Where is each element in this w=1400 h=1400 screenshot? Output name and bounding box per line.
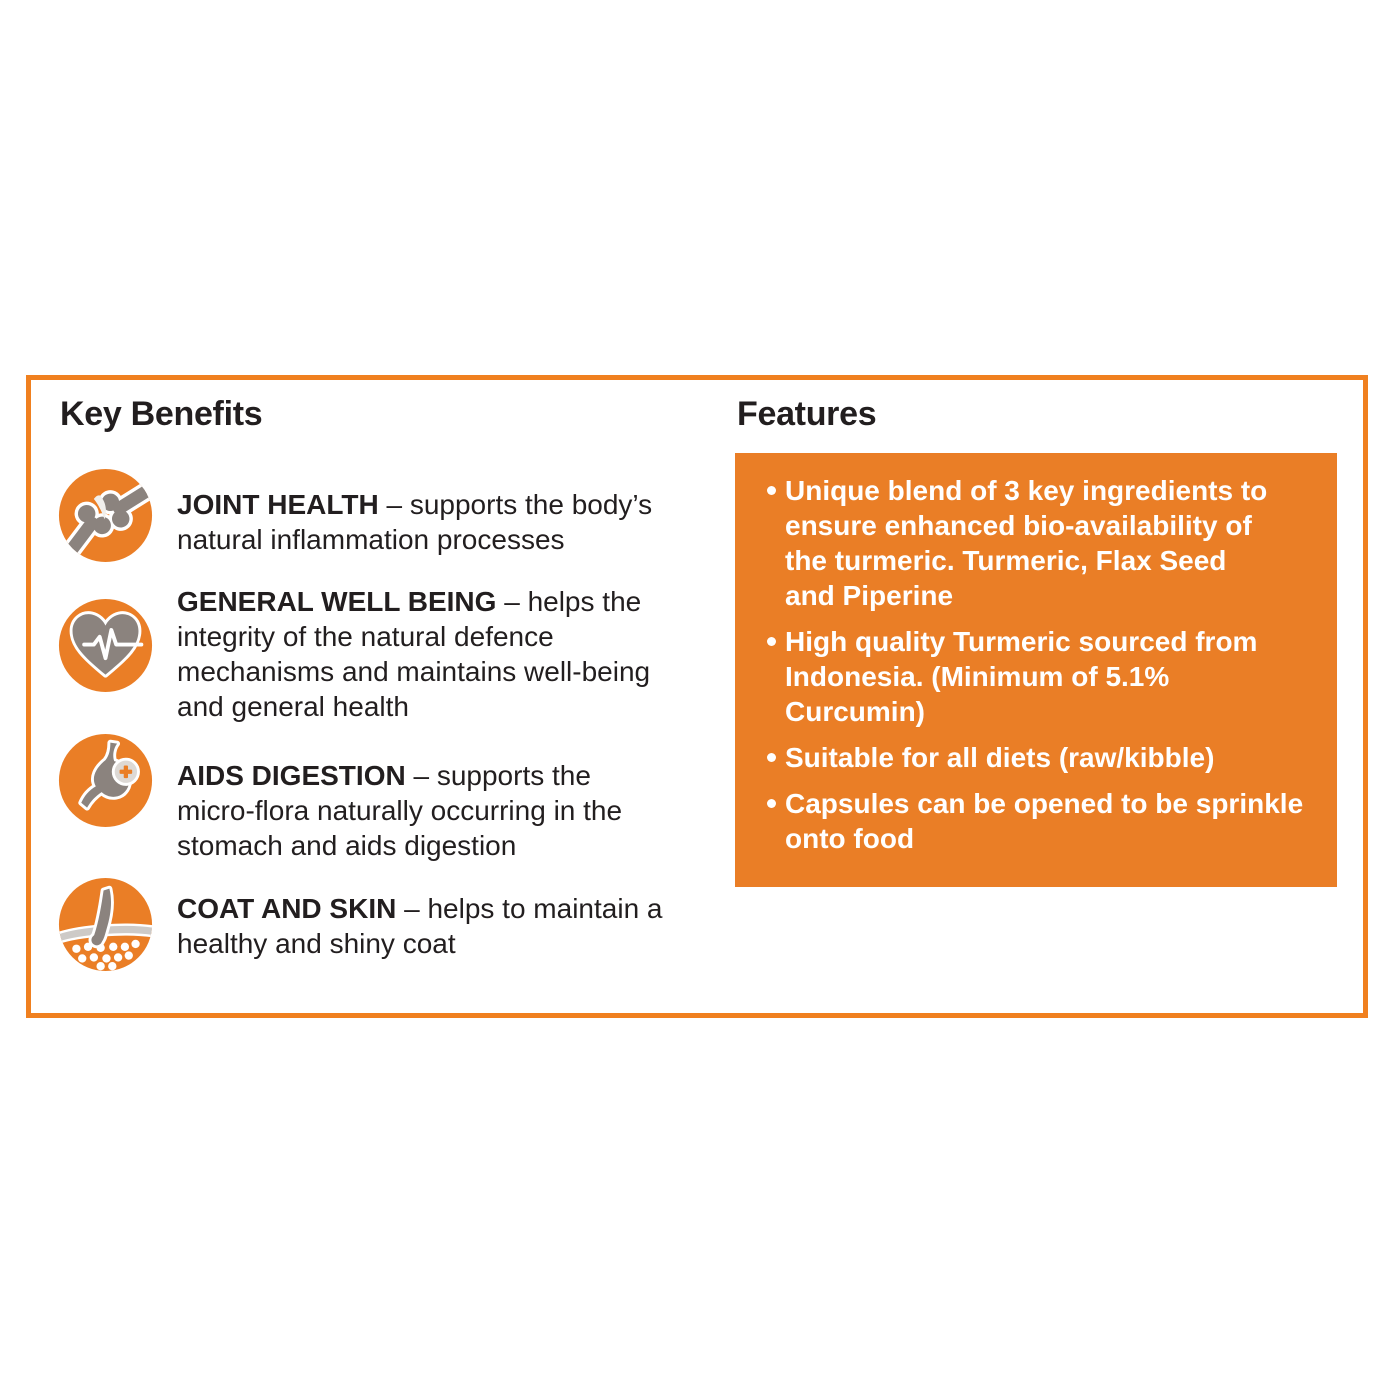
feature-bullet: Capsules can be opened to be sprinkle onto food [767, 786, 1317, 856]
heart-pulse-icon [57, 597, 154, 694]
benefit-body: – supports the body’s natural inflammation processes [177, 489, 653, 555]
key-benefits-title: Key Benefits [60, 395, 263, 433]
feature-bullet: Unique blend of 3 key ingredients to ensure enhanced bio-availability of the turmeric. Turmeric, Flax Seed and Piperine [767, 473, 1317, 613]
feature-bullet: Suitable for all diets (raw/kibble) [767, 740, 1317, 775]
info-panel [26, 375, 1368, 1018]
benefit-body: – helps to maintain a healthy and shiny coat [177, 893, 663, 959]
benefit-body: – supports the micro-flora naturally occurring in the stomach and aids digestion [177, 760, 623, 861]
feature-bullet: High quality Turmeric sourced from Indonesia. (Minimum of 5.1% Curcumin) [767, 624, 1317, 729]
joint-health-icon [57, 467, 154, 564]
benefit-item-joint-health [177, 487, 737, 557]
benefit-heading: COAT AND SKIN [177, 893, 397, 924]
features-title: Features [737, 395, 877, 433]
benefit-body: – helps the integrity of the natural defence mechanisms and maintains well-being and general health [177, 586, 651, 722]
benefit-item-general-well-being [177, 584, 737, 724]
features-box [735, 453, 1337, 887]
benefit-item-coat-and-skin [177, 891, 737, 961]
benefit-item-aids-digestion [177, 758, 737, 863]
benefit-heading: GENERAL WELL BEING [177, 586, 497, 617]
stomach-icon [57, 732, 154, 829]
benefit-heading: JOINT HEALTH [177, 489, 379, 520]
hair-follicle-icon [57, 876, 154, 973]
benefit-heading: AIDS DIGESTION [177, 760, 406, 791]
features-list [735, 453, 1337, 887]
